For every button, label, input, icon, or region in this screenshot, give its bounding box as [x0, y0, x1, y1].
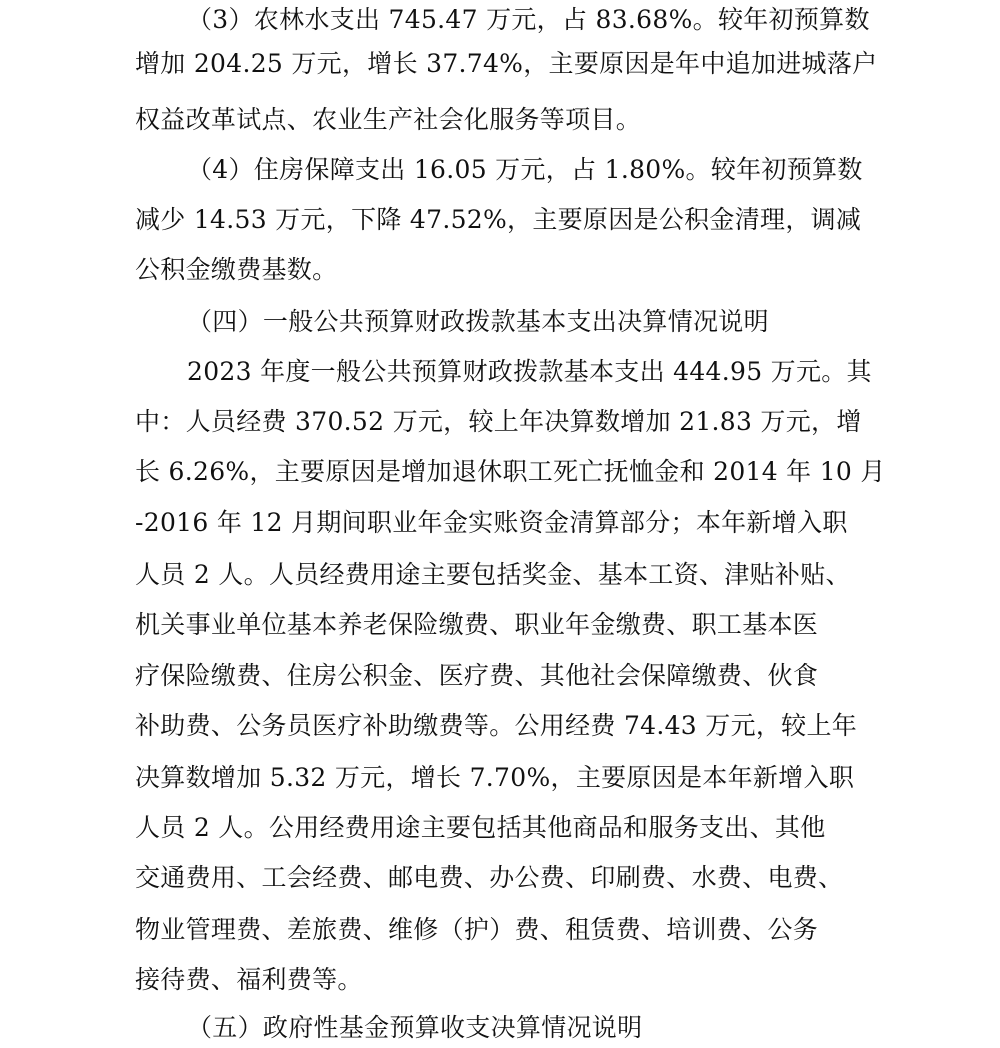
paragraph-line: 中：人员经费 370.52 万元，较上年决算数增加 21.83 万元，增	[135, 407, 862, 436]
paragraph-line: 机关事业单位基本养老保险缴费、职业年金缴费、职工基本医	[135, 610, 819, 639]
paragraph-line: 减少 14.53 万元，下降 47.52%，主要原因是公积金清理，调减	[135, 205, 862, 234]
paragraph-line: （3）农林水支出 745.47 万元，占 83.68%。较年初预算数	[187, 5, 870, 34]
paragraph-line: 人员 2 人。公用经费用途主要包括其他商品和服务支出、其他	[135, 813, 826, 842]
paragraph-line: 物业管理费、差旅费、维修（护）费、租赁费、培训费、公务	[135, 915, 819, 944]
paragraph-line: 权益改革试点、农业生产社会化服务等项目。	[135, 105, 642, 134]
paragraph-line: 人员 2 人。人员经费用途主要包括奖金、基本工资、津贴补贴、	[135, 560, 851, 589]
paragraph-line: （4）住房保障支出 16.05 万元，占 1.80%。较年初预算数	[187, 155, 863, 184]
paragraph-line: 决算数增加 5.32 万元，增长 7.70%，主要原因是本年新增入职	[135, 763, 855, 792]
paragraph-line: 长 6.26%，主要原因是增加退休职工死亡抚恤金和 2014 年 10 月	[135, 457, 886, 486]
paragraph-line: 增加 204.25 万元，增长 37.74%，主要原因是年中追加进城落户	[135, 49, 878, 78]
paragraph-line: 公积金缴费基数。	[135, 255, 338, 284]
paragraph-line: 接待费、福利费等。	[135, 965, 363, 994]
paragraph-line: 2023 年度一般公共预算财政拨款基本支出 444.95 万元。其	[187, 357, 872, 386]
paragraph-line: 交通费用、工会经费、邮电费、办公费、印刷费、水费、电费、	[135, 863, 844, 892]
section-heading: （五）政府性基金预算收支决算情况说明	[187, 1013, 643, 1042]
paragraph-line: -2016 年 12 月期间职业年金实账资金清算部分；本年新增入职	[135, 508, 848, 537]
paragraph-line: 补助费、公务员医疗补助缴费等。公用经费 74.43 万元，较上年	[135, 711, 858, 740]
paragraph-line: 疗保险缴费、住房公积金、医疗费、其他社会保障缴费、伙食	[135, 661, 819, 690]
section-heading: （四）一般公共预算财政拨款基本支出决算情况说明	[187, 307, 769, 336]
